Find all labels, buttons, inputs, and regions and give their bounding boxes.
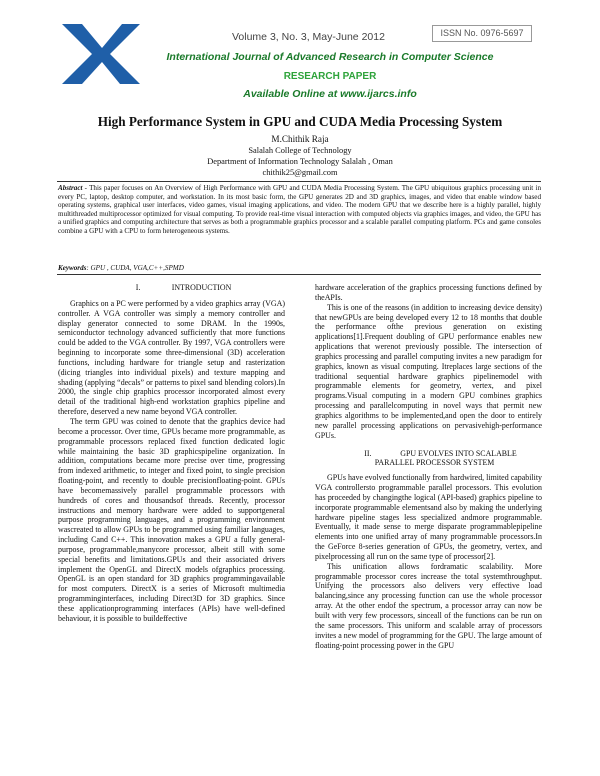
top-divider: [57, 181, 541, 182]
abstract: [58, 184, 541, 236]
right-paragraph-1: hardware acceleration of the graphics processing functions defined by theAPIs.: [315, 283, 542, 302]
author-affiliation-2: Department of Information Technology Salalah , Oman: [207, 157, 393, 166]
paper-type: RESEARCH PAPER: [283, 71, 377, 82]
intro-paragraph-2: The term GPU was coined to denote that the graphics device had become a processor. Over time, GPUs became more programmable, as programmable processors replaced fixed function dedicated logic while maintaining the basic 3D graphicspipeline organization. In addition, computations became more precise over time, progressing from indexed arithmetic, to integer and fixed point, to single precision floating-point, and recently to double precisionfloating-point. GPUs have becomemassively parallel programmable processors with hundreds of cores and thousandsof threads. Recently, processor instructions and memory hardware were added to supportgeneral purpose programming languages, and a programming environment wascreated to allow GPUs to be programmed using familiar languages, including Cand C++. This innovation makes a GPU a fully general-purpose, programmable,manycore processor, albeit still with some special benefits and limitations.GPUs and their associated drivers implement the OpenGL and DirectX models ofgraphics processing. OpenGL is an open standard for 3D graphics programmingavailable for most computers. DirectX is a series of Microsoft multimedia programminginterfaces, including Direct3D for 3D graphics. Since these applicationprogramming interfaces (APIs) have well-defined behaviour, it is possible to buildeffective: [58, 416, 285, 623]
bottom-divider: [57, 274, 541, 275]
right-paragraph-2: This is one of the reasons (in addition to increasing device density) that newGPUs are being developed every 12 to 18 months that double the performance ofthe previous generation on existing applications[1].Frequent doubling of GPU performance enables new applications that werenot previously possible. The intersection of graphics processing and parallel computing invites a new paradigm for graphics, known as visual computing. Itreplaces large sections of the traditional sequential hardware graphics pipelinemodel with programmable elements for geometry, vertex, and pixel programs.Visual computing in a modern GPU combines graphics processing and parallelcomputing in novel ways that permit new graphics algorithms to be implemented,and open the door to entirely new parallel processing applications on pervasivehigh-performance GPUs.: [315, 302, 542, 440]
paper-title: High Performance System in GPU and CUDA Media Processing System: [97, 114, 503, 129]
section-heading-gpu-evolves: II. GPU EVOLVES INTO SCALABLE: [364, 448, 517, 458]
right-paragraph-3: GPUs have evolved functionally from hardwired, limited capability VGA controllersto programmable parallel processors. This evolution has proceeded by changingthe logical (API-based) graphics pipeline to incorporate programmable elementsand also by making the underlying hardware pipeline stages less specialized andmore programmable. Eventually, it made sense to merge disparate programmablepipeline elements into one unified array of many programmable processors.In the GeForce 8-series generation of GPUs, the geometry, vertex, and pixelprocessing all run on the same type of processor[2].: [315, 473, 542, 561]
section-heading-introduction: I. INTRODUCTION: [135, 283, 232, 292]
keywords: [58, 264, 541, 272]
volume-info: Volume 3, No. 3, May-June 2012: [232, 31, 385, 43]
journal-name: International Journal of Advanced Research in Computer Science: [166, 51, 494, 63]
keywords-text: : GPU , CUDA, VGA,C++,SPMD: [86, 264, 184, 272]
author-affiliation-1: Salalah College of Technology: [248, 146, 352, 155]
abstract-text: - This paper focuses on An Overview of High Performance with GPU and CUDA Media Processing System. The GPU ubiquitous graphics processing unit in every PC, laptop, desktop computer, and workstation. In its most basic form, the GPU generates 2D and 3D graphics, images, and video that enable window based operating systems, graphical user interfaces, video games, visual imaging applications, and video. The modern GPU that we describe here is a highly parallel, highly multithreaded multiprocessor optimized for visual computing. To provide real-time visual interaction with computed objects via graphics images, and video, the GPU has a unified graphics and computing architecture that serves as both a programmable graphics processor and a scalable parallel computing platform. PCs and game consoles combine a GPU with a CPU to form heterogeneous systems.: [58, 184, 541, 235]
online-availability: Available Online at www.ijarcs.info: [243, 88, 417, 100]
author-email[interactable]: chithik25@gmail.com: [262, 168, 338, 177]
author-name: M.Chithik Raja: [271, 134, 329, 144]
abstract-label: Abstract: [58, 184, 83, 192]
keywords-label: Keywords: [58, 264, 87, 272]
left-column: [58, 283, 285, 624]
intro-paragraph-1: Graphics on a PC were performed by a video graphics array (VGA) controller. A VGA controller was simply a memory controller and display generator connected to some DRAM. In the 1990s, semiconductor technology advanced sufficiently that more functions could be added to the VGA controller. By 1997, VGA controllers were beginning to incorporate some three-dimensional (3D) acceleration functions, including hardware for triangle setup and rasterization (dicing triangles into individual pixels) and texture mapping and shading (applying “decals” or patterns to pixel sand blending colors).In 2000, the single chip graphics processor incorporated almost every detail of the traditional high-end workstation graphics pipeline and therefore, deserved a new name beyond VGA controller.: [58, 298, 285, 417]
issn-box: ISSN No. 0976-5697: [432, 25, 532, 42]
section-heading-gpu-evolves-line2: PARALLEL PROCESSOR SYSTEM: [374, 458, 495, 468]
right-column: [315, 283, 542, 650]
right-paragraph-4: This unification allows fordramatic scalability. More programmable processor cores increase the total systemthroughput. Unifying the processors also delivers very effective load balancing,since any processing function can use the whole processor array. At the other endof the spectrum, a processor array can now be built with very few processors, sinceall of the functions can be run on the same processors. This uniform and scalable array of processors invites a new model of programming for the GPU. The large amount of floating-point processing power in the GPU: [315, 561, 542, 650]
